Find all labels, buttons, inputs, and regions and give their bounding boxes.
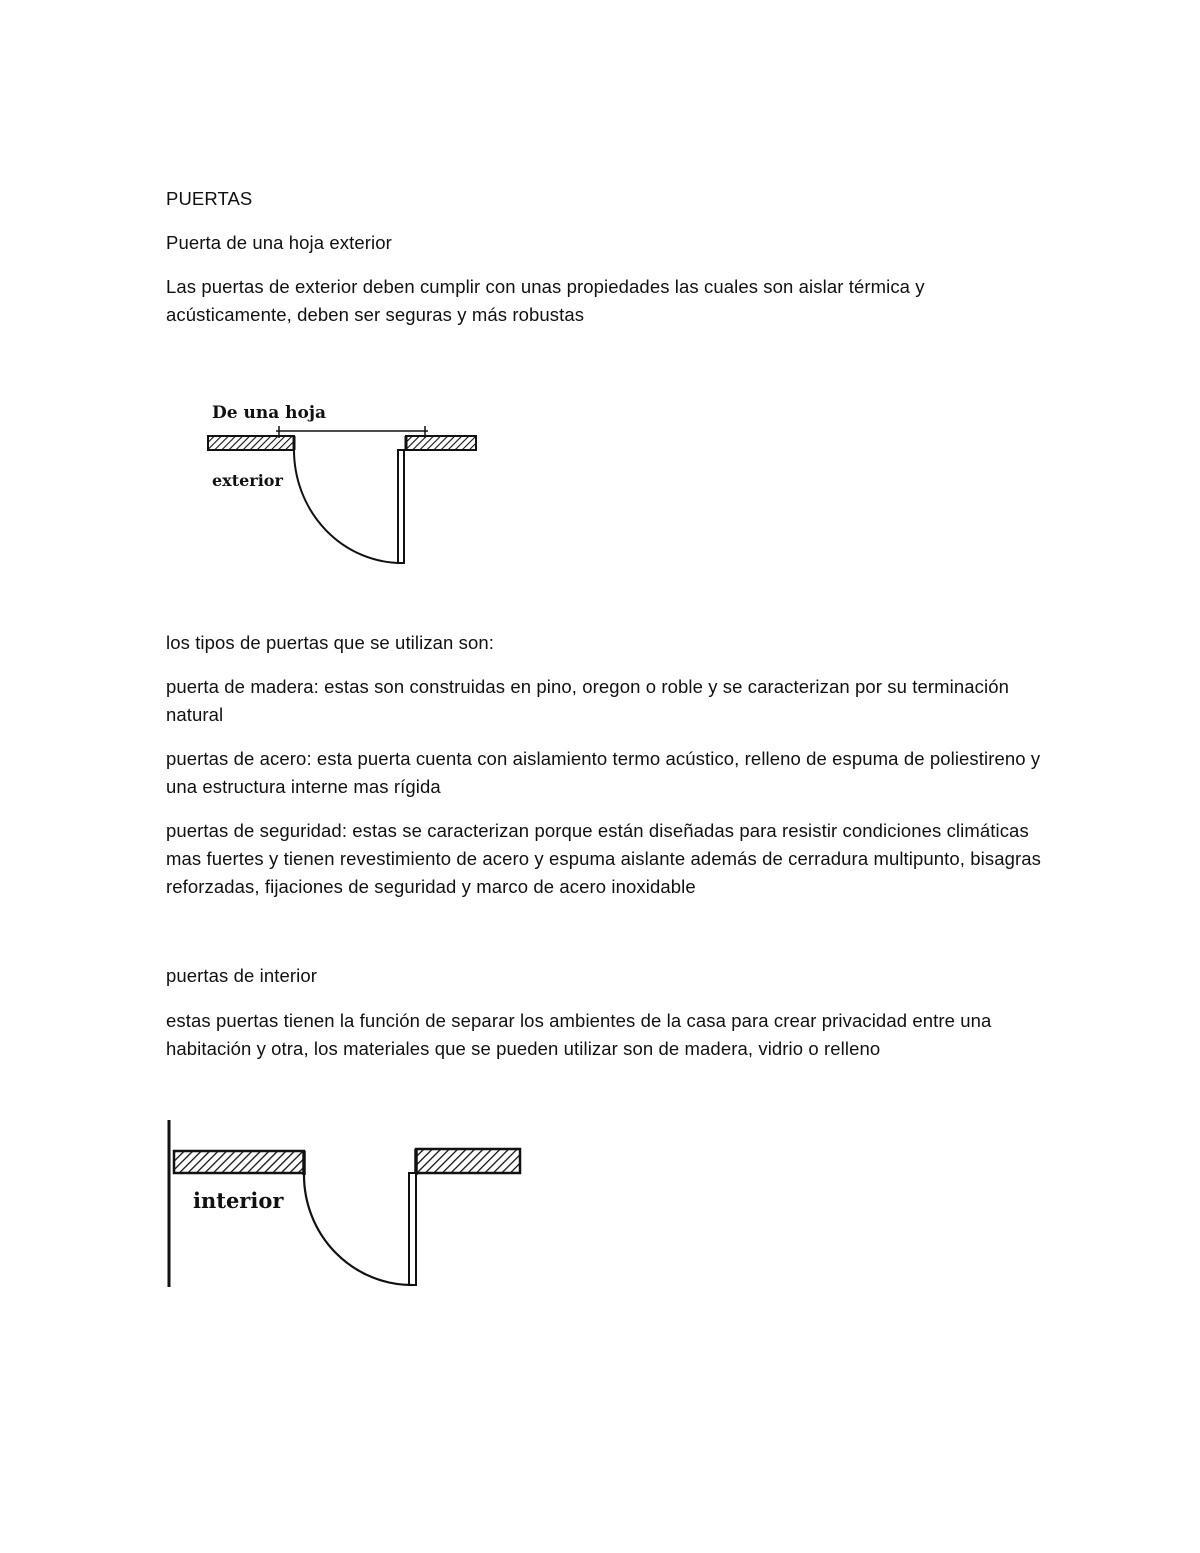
right-wall	[416, 1149, 520, 1173]
exterior-door-diagram	[196, 390, 496, 575]
door-plan-exterior-svg	[196, 390, 496, 575]
document-title: PUERTAS	[166, 188, 253, 209]
door-leaf	[409, 1173, 416, 1285]
swing-arc	[304, 1175, 412, 1285]
exterior-door-heading: Puerta de una hoja exterior	[166, 232, 392, 253]
label-exterior: exterior	[212, 471, 283, 490]
interior-door-diagram	[160, 1115, 530, 1295]
type-steel-door: puertas de acero: esta puerta cuenta con aislamiento termo acústico, relleno de espuma de poliestireno y una estructura interne mas rígida	[166, 748, 1041, 797]
door-plan-interior-svg	[160, 1115, 530, 1295]
door-leaf	[398, 450, 404, 563]
label-interior: interior	[193, 1188, 284, 1213]
label-de-una-hoja: De una hoja	[212, 403, 326, 423]
exterior-door-description: Las puertas de exterior deben cumplir con unas propiedades las cuales son aislar térmica y acústicamente, deben ser seguras y más robustas	[166, 276, 925, 325]
right-wall	[406, 436, 476, 450]
type-wood-door: puerta de madera: estas son construidas en pino, oregon o roble y se caracterizan por su terminación natural	[166, 676, 1009, 725]
types-intro: los tipos de puertas que se utilizan son:	[166, 632, 495, 653]
swing-arc	[294, 450, 402, 563]
type-security-door: puertas de seguridad: estas se caracterizan porque están diseñadas para resistir condiciones climáticas mas fuertes y tienen revestimiento de acero y espuma aislante además de cerradura multipunto, bisagras reforzadas, fijaciones de seguridad y marco de acero inoxidable	[166, 820, 1042, 897]
interior-door-heading: puertas de interior	[166, 965, 318, 986]
interior-door-description: estas puertas tienen la función de separar los ambientes de la casa para crear privacidad entre una habitación y otra, los materiales que se pueden utilizar son de madera, vidrio o relleno	[166, 1010, 992, 1059]
left-wall	[208, 436, 294, 450]
left-wall	[174, 1151, 304, 1173]
